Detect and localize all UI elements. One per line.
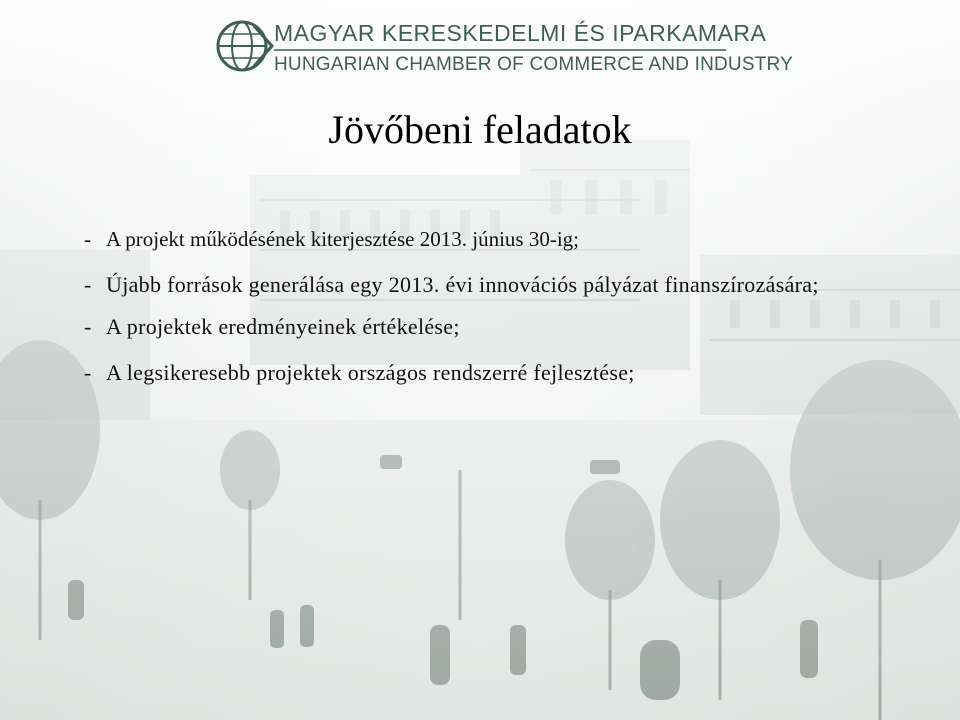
logo-divider	[274, 49, 726, 51]
list-item	[84, 356, 914, 390]
bullet-text: A legsikeresebb projektek országos rendszerré fejlesztése;	[106, 360, 635, 385]
bullet-text: Újabb források generálása egy 2013. évi innovációs pályázat finanszírozására;	[106, 272, 819, 297]
list-item	[84, 310, 914, 344]
bullet-marker: -	[84, 314, 92, 339]
logo-text-hungarian: MAGYAR KERESKEDELMI ÉS IPARKAMARA	[274, 20, 767, 46]
chamber-logo	[214, 16, 793, 80]
logo-text-english: HUNGARIAN CHAMBER OF COMMERCE AND INDUSTRY	[274, 54, 793, 75]
globe-icon	[214, 16, 274, 76]
bullet-text: A projektek eredményeinek értékelése;	[106, 314, 460, 339]
bullet-marker: -	[84, 227, 91, 251]
bullet-marker: -	[84, 360, 92, 385]
bullet-text: A projekt működésének kiterjesztése 2013. június 30-ig;	[106, 227, 579, 251]
list-item	[84, 268, 914, 302]
bullet-marker: -	[84, 272, 92, 297]
list-item	[84, 222, 914, 256]
slide-title: Jövőbeni feladatok	[328, 107, 632, 152]
bullet-list	[84, 222, 914, 402]
